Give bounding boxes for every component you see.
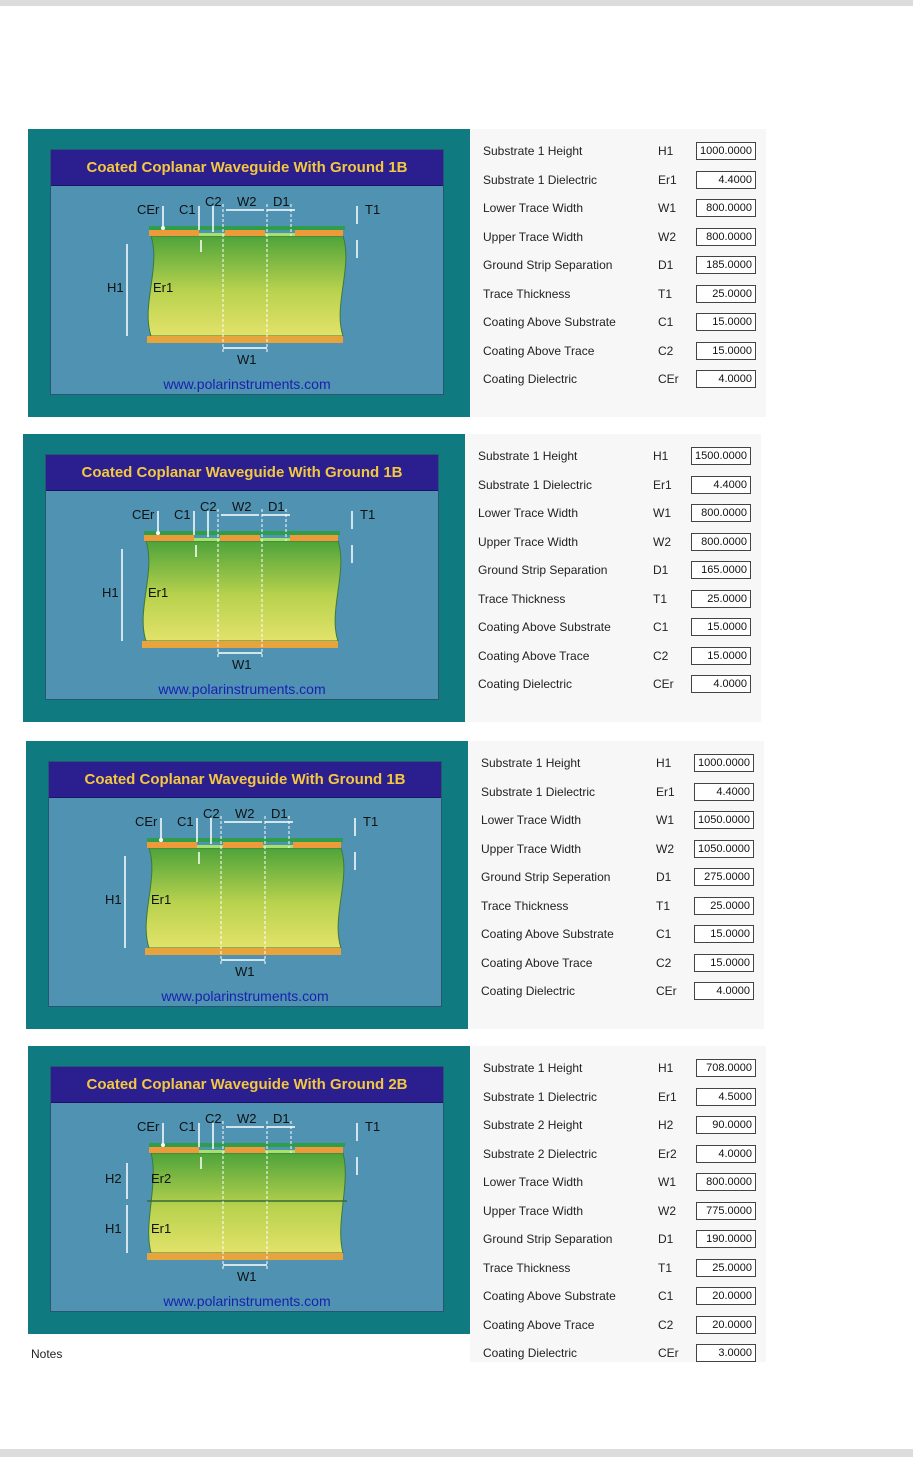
ground-plane (145, 948, 341, 955)
param-symbol: CEr (656, 984, 677, 998)
param-value-input[interactable]: 20.0000 (696, 1287, 756, 1305)
param-value-input[interactable]: 800.0000 (696, 199, 756, 217)
parameter-list (470, 1046, 766, 1362)
notes-label: Notes (31, 1347, 63, 1361)
cer-dot (161, 1143, 165, 1147)
substrate-shape (148, 236, 346, 336)
left-ground-strip (147, 842, 197, 848)
param-label: Substrate 2 Height (483, 1118, 583, 1132)
er1-label: Er1 (151, 892, 172, 907)
cer-dot (161, 226, 165, 230)
website-link[interactable]: www.polarinstruments.com (163, 1293, 331, 1309)
w1-label: W1 (232, 657, 252, 672)
param-value-input[interactable]: 90.0000 (696, 1116, 756, 1134)
w2-label: W2 (237, 194, 257, 209)
param-value-input[interactable]: 4.0000 (696, 1145, 756, 1163)
param-row (465, 588, 761, 610)
param-label: Lower Trace Width (483, 1175, 584, 1189)
param-value-input[interactable]: 25.0000 (694, 897, 754, 915)
param-value-input[interactable]: 1000.0000 (696, 142, 756, 160)
t1-label: T1 (365, 202, 381, 217)
param-label: Substrate 1 Height (478, 449, 578, 463)
cer-dot (156, 531, 160, 535)
d1-label: D1 (273, 1111, 290, 1126)
c1-label: C1 (174, 507, 191, 522)
coating-layer (149, 226, 345, 230)
param-symbol: D1 (653, 563, 669, 577)
param-label: Substrate 1 Height (483, 144, 583, 158)
right-ground-strip (295, 1147, 343, 1153)
c1-label: C1 (179, 202, 196, 217)
right-ground-strip (295, 230, 343, 236)
website-link[interactable]: www.polarinstruments.com (161, 988, 329, 1004)
param-label: Lower Trace Width (478, 506, 579, 520)
param-value-input[interactable]: 15.0000 (696, 313, 756, 331)
param-row (470, 226, 766, 248)
param-value-input[interactable]: 800.0000 (696, 1173, 756, 1191)
param-row (470, 254, 766, 276)
param-symbol: Er1 (658, 1089, 677, 1104)
param-label: Lower Trace Width (483, 201, 584, 215)
param-symbol: Er1 (653, 477, 672, 492)
c1-label: C1 (179, 1119, 196, 1134)
param-label: Ground Strip Separation (483, 258, 613, 272)
param-label: Substrate 2 Dielectric (483, 1146, 598, 1161)
param-label: Upper Trace Width (478, 534, 579, 549)
param-row (470, 1228, 766, 1250)
param-label: Ground Strip Seperation (481, 870, 611, 884)
param-symbol: T1 (658, 286, 673, 301)
param-label: Trace Thickness (483, 286, 571, 301)
param-row (470, 197, 766, 219)
structure-diagram (26, 741, 468, 1029)
param-value-input[interactable]: 15.0000 (694, 925, 754, 943)
param-symbol: W1 (656, 813, 674, 827)
param-value-input[interactable]: 1500.0000 (691, 447, 751, 465)
param-symbol: Er1 (658, 172, 677, 187)
param-symbol: T1 (653, 591, 668, 606)
param-row (470, 311, 766, 333)
param-value-input[interactable]: 25.0000 (696, 285, 756, 303)
param-symbol: H1 (656, 756, 672, 770)
gap-coating (199, 1150, 225, 1153)
param-symbol: C2 (656, 955, 672, 970)
param-label: Coating Above Substrate (483, 1289, 616, 1303)
param-row (465, 531, 761, 553)
param-row (465, 616, 761, 638)
diagram-title: Coated Coplanar Waveguide With Ground 1B (46, 455, 438, 491)
param-value-input[interactable]: 185.0000 (696, 256, 756, 274)
param-label: Trace Thickness (481, 898, 569, 913)
param-value-input[interactable]: 3.0000 (696, 1344, 756, 1362)
diagram-title: Coated Coplanar Waveguide With Ground 1B (49, 762, 441, 798)
param-row (468, 980, 764, 1002)
signal-trace (220, 535, 260, 541)
param-row (470, 1086, 766, 1108)
left-ground-strip (149, 230, 199, 236)
param-label: Coating Above Substrate (478, 620, 611, 634)
c2-label: C2 (205, 194, 222, 209)
coating-layer (144, 531, 340, 535)
param-value-input[interactable]: 15.0000 (691, 647, 751, 665)
gap-coating (197, 845, 223, 848)
param-symbol: C1 (658, 1289, 674, 1303)
param-value-input[interactable]: 4.5000 (696, 1088, 756, 1106)
h1-label: H1 (107, 280, 124, 295)
param-value-input[interactable]: 275.0000 (694, 868, 754, 886)
param-label: Coating Dielectric (478, 677, 573, 691)
param-symbol: Er1 (656, 784, 675, 799)
param-label: Upper Trace Width (483, 229, 584, 244)
top-border (0, 0, 913, 6)
er1-label: Er1 (148, 585, 169, 600)
param-symbol: W2 (658, 229, 676, 244)
param-label: Coating Dielectric (481, 984, 576, 998)
param-row (465, 559, 761, 581)
param-symbol: C2 (658, 343, 674, 358)
gap-coating (194, 538, 220, 541)
param-symbol: CEr (653, 677, 674, 691)
c2-label: C2 (200, 499, 217, 514)
param-value-input[interactable]: 15.0000 (696, 342, 756, 360)
cer-label: CEr (137, 202, 160, 217)
signal-trace (225, 230, 265, 236)
t1-label: T1 (365, 1119, 381, 1134)
param-row (470, 1057, 766, 1079)
param-row (470, 1114, 766, 1136)
w1-label: W1 (237, 352, 257, 367)
substrate-shape (149, 1153, 346, 1253)
param-symbol: D1 (656, 870, 672, 884)
substrate-shape (143, 541, 341, 641)
param-row (470, 1257, 766, 1279)
param-symbol: C2 (658, 1317, 674, 1332)
param-value-input[interactable]: 4.4000 (694, 783, 754, 801)
param-label: Coating Above Trace (483, 1317, 595, 1332)
param-label: Substrate 1 Height (483, 1061, 583, 1075)
gap-coating (199, 233, 225, 236)
param-symbol: Er2 (658, 1146, 677, 1161)
ground-plane (147, 1253, 343, 1260)
param-label: Substrate 1 Dielectric (483, 1089, 598, 1104)
param-label: Upper Trace Width (481, 841, 582, 856)
param-label: Lower Trace Width (481, 813, 582, 827)
d1-label: D1 (271, 806, 288, 821)
param-value-input[interactable]: 4.0000 (691, 675, 751, 693)
param-value-input[interactable]: 4.4000 (691, 476, 751, 494)
param-symbol: D1 (658, 1232, 674, 1246)
ground-plane (147, 336, 343, 343)
diagram-title: Coated Coplanar Waveguide With Ground 2B (51, 1067, 443, 1103)
signal-trace (225, 1147, 265, 1153)
er1-label: Er1 (153, 280, 174, 295)
cer-dot (159, 838, 163, 842)
param-label: Coating Above Trace (478, 648, 590, 663)
param-row (465, 474, 761, 496)
param-symbol: H1 (653, 449, 669, 463)
param-row (465, 445, 761, 467)
param-label: Trace Thickness (483, 1260, 571, 1275)
param-value-input[interactable]: 1050.0000 (694, 840, 754, 858)
param-symbol: T1 (656, 898, 671, 913)
param-value-input[interactable]: 25.0000 (696, 1259, 756, 1277)
param-value-input[interactable]: 20.0000 (696, 1316, 756, 1334)
website-link[interactable]: www.polarinstruments.com (163, 376, 331, 392)
param-row (468, 838, 764, 860)
param-value-input[interactable]: 15.0000 (691, 618, 751, 636)
param-value-input[interactable]: 4.0000 (696, 370, 756, 388)
param-label: Substrate 1 Dielectric (478, 477, 593, 492)
substrate-shape (146, 848, 344, 948)
right-ground-strip (293, 842, 341, 848)
param-row (465, 645, 761, 667)
structure-diagram (23, 434, 465, 722)
param-symbol: C1 (658, 315, 674, 329)
param-label: Coating Above Substrate (483, 315, 616, 329)
param-symbol: H2 (658, 1118, 674, 1132)
param-label: Ground Strip Separation (483, 1232, 613, 1246)
param-row (465, 502, 761, 524)
param-value-input[interactable]: 25.0000 (691, 590, 751, 608)
er1-label: Er1 (151, 1221, 172, 1236)
param-value-input[interactable]: 4.4000 (696, 171, 756, 189)
t1-label: T1 (363, 814, 379, 829)
ground-plane (142, 641, 338, 648)
param-value-input[interactable]: 165.0000 (691, 561, 751, 579)
param-label: Coating Above Trace (481, 955, 593, 970)
signal-trace (223, 842, 263, 848)
param-value-input[interactable]: 800.0000 (696, 228, 756, 246)
param-row (468, 923, 764, 945)
w2-label: W2 (235, 806, 255, 821)
cer-label: CEr (137, 1119, 160, 1134)
param-symbol: W2 (653, 534, 671, 549)
param-row (470, 140, 766, 162)
right-ground-strip (290, 535, 338, 541)
cer-label: CEr (135, 814, 158, 829)
param-row (470, 1314, 766, 1336)
param-row (470, 169, 766, 191)
param-symbol: C1 (656, 927, 672, 941)
param-row (470, 368, 766, 390)
param-label: Substrate 1 Dielectric (483, 172, 598, 187)
c2-label: C2 (203, 806, 220, 821)
param-row (470, 283, 766, 305)
param-symbol: T1 (658, 1260, 673, 1275)
c2-label: C2 (205, 1111, 222, 1126)
cer-label: CEr (132, 507, 155, 522)
parameter-list (470, 129, 766, 417)
left-ground-strip (149, 1147, 199, 1153)
param-label: Upper Trace Width (483, 1203, 584, 1218)
website-link[interactable]: www.polarinstruments.com (158, 681, 326, 697)
h1-label: H1 (102, 585, 119, 600)
param-row (465, 673, 761, 695)
er2-label: Er2 (151, 1171, 172, 1186)
param-row (470, 1143, 766, 1165)
param-symbol: C1 (653, 620, 669, 634)
param-symbol: CEr (658, 372, 679, 386)
t1-label: T1 (360, 507, 376, 522)
param-label: Coating Above Substrate (481, 927, 614, 941)
w1-label: W1 (235, 964, 255, 979)
d1-label: D1 (268, 499, 285, 514)
param-symbol: H1 (658, 1061, 674, 1075)
param-row (468, 752, 764, 774)
param-symbol: H1 (658, 144, 674, 158)
param-label: Substrate 1 Dielectric (481, 784, 596, 799)
param-row (470, 1171, 766, 1193)
h1-label: H1 (105, 1221, 122, 1236)
param-value-input[interactable]: 800.0000 (691, 504, 751, 522)
param-row (470, 1200, 766, 1222)
coating-layer (149, 1143, 345, 1147)
param-value-input[interactable]: 775.0000 (696, 1202, 756, 1220)
param-symbol: W1 (658, 201, 676, 215)
param-value-input[interactable]: 1050.0000 (694, 811, 754, 829)
param-value-input[interactable]: 1000.0000 (694, 754, 754, 772)
param-label: Trace Thickness (478, 591, 566, 606)
param-row (468, 809, 764, 831)
param-symbol: C2 (653, 648, 669, 663)
param-row (468, 866, 764, 888)
param-row (470, 340, 766, 362)
param-symbol: W2 (656, 841, 674, 856)
structure-diagram (28, 129, 470, 417)
param-value-input[interactable]: 800.0000 (691, 533, 751, 551)
c1-label: C1 (177, 814, 194, 829)
param-value-input[interactable]: 15.0000 (694, 954, 754, 972)
w2-label: W2 (232, 499, 252, 514)
h1-label: H1 (105, 892, 122, 907)
w2-label: W2 (237, 1111, 257, 1126)
param-label: Coating Dielectric (483, 1346, 578, 1360)
coating-layer (147, 838, 343, 842)
param-row (468, 781, 764, 803)
diagram-title: Coated Coplanar Waveguide With Ground 1B (51, 150, 443, 186)
w1-label: W1 (237, 1269, 257, 1284)
parameter-list (468, 741, 764, 1029)
param-symbol: D1 (658, 258, 674, 272)
param-row (470, 1285, 766, 1307)
bottom-border (0, 1449, 913, 1457)
left-ground-strip (144, 535, 194, 541)
structure-diagram (28, 1046, 470, 1334)
param-row (468, 895, 764, 917)
h2-label: H2 (105, 1171, 122, 1186)
d1-label: D1 (273, 194, 290, 209)
param-symbol: W2 (658, 1203, 676, 1218)
param-row (470, 1342, 766, 1364)
param-symbol: W1 (653, 506, 671, 520)
param-symbol: CEr (658, 1346, 679, 1360)
param-symbol: W1 (658, 1175, 676, 1189)
param-value-input[interactable]: 4.0000 (694, 982, 754, 1000)
param-label: Ground Strip Separation (478, 563, 608, 577)
param-value-input[interactable]: 190.0000 (696, 1230, 756, 1248)
param-row (468, 952, 764, 974)
param-label: Substrate 1 Height (481, 756, 581, 770)
param-value-input[interactable]: 708.0000 (696, 1059, 756, 1077)
param-label: Coating Dielectric (483, 372, 578, 386)
parameter-list (465, 434, 761, 722)
param-label: Coating Above Trace (483, 343, 595, 358)
